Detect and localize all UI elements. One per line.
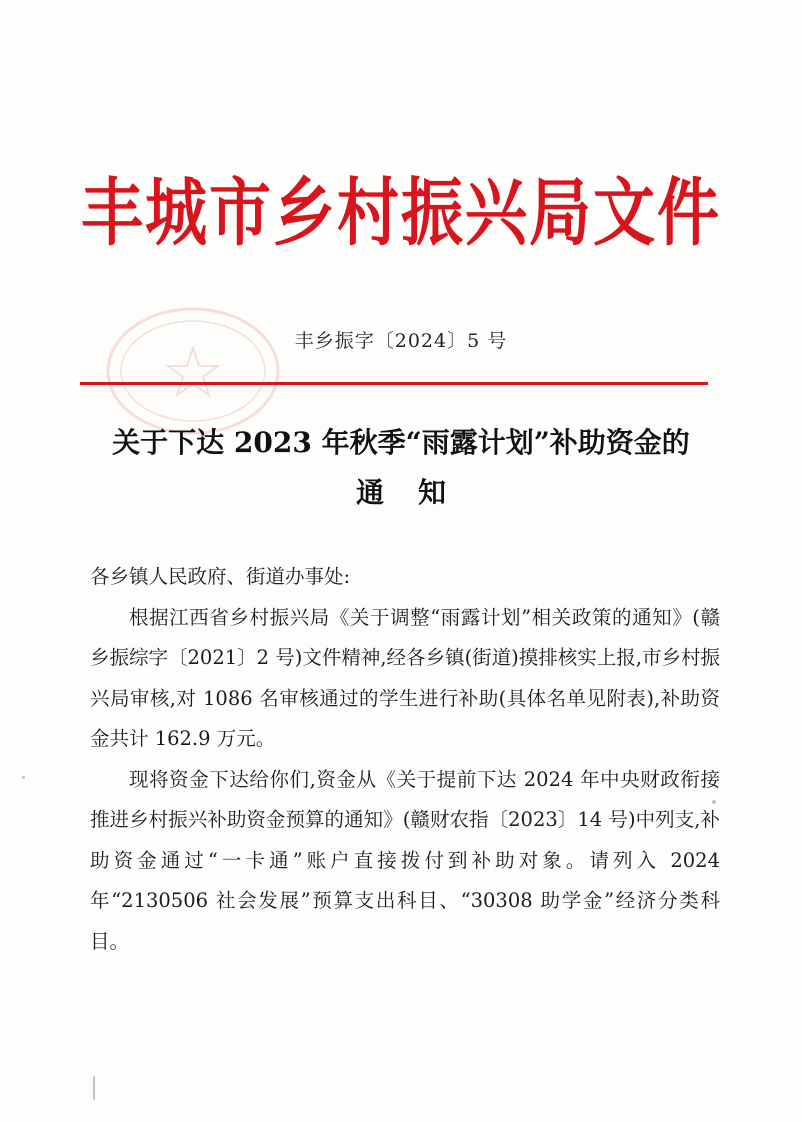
body-paragraph-2: 现将资金下达给你们,资金从《关于提前下达 2024 年中央财政衔接推进乡村振兴补助资金预算的通知》(赣财农指〔2023〕14 号)中列支,补助资金通过“一卡通”账户直接拨付到补助对象。请列入 2024 年“2130506 社会发展”预算支出科目、“30308 助学金”经济分类科目。 [90,767,720,953]
issuer-header-title: 丰城市乡村振兴局文件 [80,169,721,256]
scan-speck [712,800,716,804]
body-paragraph-1: 根据江西省乡村振兴局《关于调整“雨露计划”相关政策的通知》(赣乡振综字〔2021〕2 号)文件精神,经各乡镇(街道)摸排核实上报,市乡村振兴局审核,对 1086 名审核通过的学生进行补助(具体名单见附表),补助资金共计 162.9 万元。 [90,605,720,750]
notice-title [0,418,802,518]
notice-title-line1: 关于下达 2023 年秋季“雨露计划”补助资金的 [112,426,690,459]
notice-body [90,557,720,962]
scan-speck [22,776,25,779]
salutation: 各乡镇人民政府、街道办事处: [90,565,351,588]
document-number: 丰乡振字〔2024〕5 号 [294,330,508,352]
notice-title-line2: 通知 [355,476,480,509]
red-divider-line [80,382,708,385]
scan-speck [93,1076,95,1100]
